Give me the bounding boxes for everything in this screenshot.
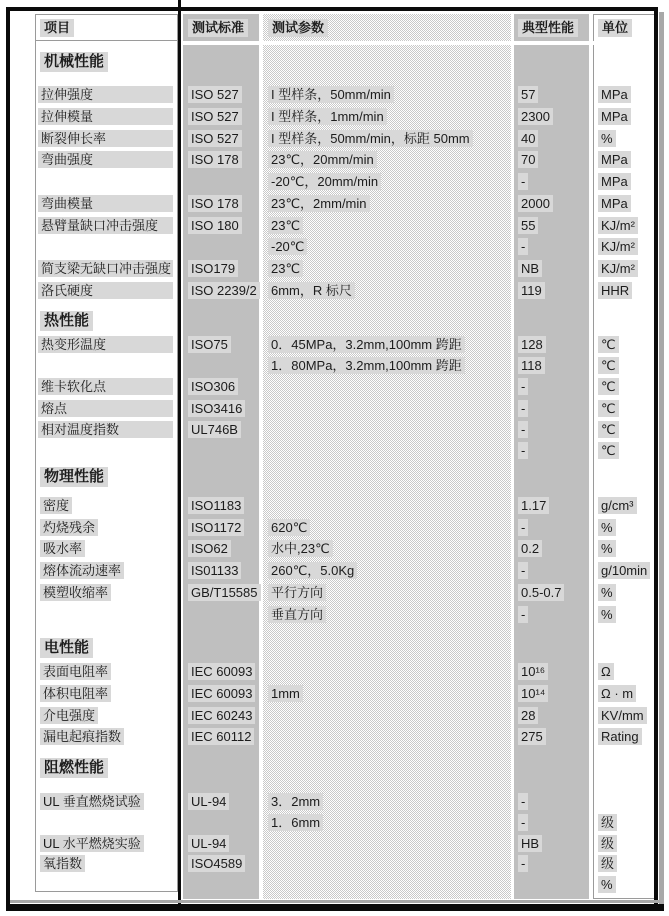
unit-cell: g/cm³ xyxy=(598,497,637,514)
table-row xyxy=(0,584,669,603)
standard-cell: UL-94 xyxy=(188,835,229,852)
value-cell: - xyxy=(518,606,528,623)
standard-cell: ISO 527 xyxy=(188,108,242,125)
standard-cell: IS01133 xyxy=(188,562,241,579)
header-unit: 单位 xyxy=(598,19,632,37)
table-row xyxy=(0,378,669,397)
item-cell: 灼烧残余 xyxy=(40,519,98,536)
item-cell: 相对温度指数 xyxy=(38,421,173,438)
standard-cell: GB/T15585 xyxy=(188,584,261,601)
value-cell: 0.5-0.7 xyxy=(518,584,564,601)
parameter-cell: 23℃，2mm/min xyxy=(268,195,370,212)
standard-cell: IEC 60093 xyxy=(188,685,255,702)
unit-cell: MPa xyxy=(598,86,631,103)
unit-cell: % xyxy=(598,519,616,536)
table-row xyxy=(0,814,669,833)
standard-cell: ISO75 xyxy=(188,336,231,353)
value-cell: - xyxy=(518,442,528,459)
table-row xyxy=(0,282,669,301)
standard-cell: ISO1172 xyxy=(188,519,244,536)
table-row xyxy=(0,793,669,812)
parameter-cell: 620℃ xyxy=(268,519,310,536)
parameter-cell: 23℃ xyxy=(268,217,303,234)
table-row xyxy=(0,86,669,105)
table-row xyxy=(0,519,669,538)
value-cell: - xyxy=(518,793,528,810)
item-cell: UL 垂直燃烧试验 xyxy=(40,793,144,810)
item-cell: 断裂伸长率 xyxy=(38,130,173,147)
unit-cell: KJ/m² xyxy=(598,238,638,255)
table-row xyxy=(0,173,669,192)
unit-cell: MPa xyxy=(598,151,631,168)
table-row xyxy=(0,606,669,625)
section-heading: 机械性能 xyxy=(40,52,108,72)
value-cell: - xyxy=(518,421,528,438)
standard-cell: ISO 178 xyxy=(188,151,242,168)
unit-cell: g/10min xyxy=(598,562,650,579)
unit-cell: ℃ xyxy=(598,336,619,353)
table-row xyxy=(0,728,669,747)
standard-cell: ISO1183 xyxy=(188,497,244,514)
table-row xyxy=(0,357,669,376)
standard-cell: ISO 178 xyxy=(188,195,242,212)
value-cell: 0.2 xyxy=(518,540,542,557)
value-cell: 55 xyxy=(518,217,538,234)
item-cell: 漏电起痕指数 xyxy=(40,728,124,745)
item-cell: 介电强度 xyxy=(40,707,98,724)
page-border-bottom xyxy=(6,904,664,911)
unit-cell: 级 xyxy=(598,814,617,831)
item-cell: 洛氏硬度 xyxy=(38,282,173,299)
item-cell: 氧指数 xyxy=(40,855,85,872)
value-cell: - xyxy=(518,519,528,536)
value-cell: 40 xyxy=(518,130,538,147)
standard-cell: ISO3416 xyxy=(188,400,245,417)
standard-cell: IEC 60243 xyxy=(188,707,255,724)
standard-cell: IEC 60093 xyxy=(188,663,255,680)
section-heading: 电性能 xyxy=(40,638,93,658)
standard-cell: ISO 2239/2 xyxy=(188,282,260,299)
header-item: 项目 xyxy=(40,19,74,37)
unit-cell: 级 xyxy=(598,855,617,872)
item-cell: 模塑收缩率 xyxy=(40,584,111,601)
parameter-cell: 平行方向 xyxy=(268,584,326,601)
section-heading: 热性能 xyxy=(40,311,93,331)
parameter-cell: 1．6mm xyxy=(268,814,323,831)
standard-cell: IEC 60112 xyxy=(188,728,254,745)
item-cell: 密度 xyxy=(40,497,72,514)
item-cell: 简支梁无缺口冲击强度 xyxy=(38,260,173,277)
header-parameter: 测试参数 xyxy=(268,19,328,37)
value-cell: 2000 xyxy=(518,195,553,212)
value-cell: 57 xyxy=(518,86,538,103)
unit-cell: MPa xyxy=(598,195,631,212)
parameter-cell: I 型样条，1mm/min xyxy=(268,108,387,125)
value-cell: - xyxy=(518,400,528,417)
standard-cell: ISO62 xyxy=(188,540,231,557)
unit-cell: ℃ xyxy=(598,378,619,395)
table-row xyxy=(0,663,669,682)
parameter-cell: -20℃，20mm/min xyxy=(268,173,381,190)
value-cell: - xyxy=(518,378,528,395)
value-cell: 70 xyxy=(518,151,538,168)
value-cell: NB xyxy=(518,260,542,277)
unit-cell: % xyxy=(598,876,616,893)
table-row xyxy=(0,217,669,236)
section-heading: 阻燃性能 xyxy=(40,758,108,778)
item-cell: 熔点 xyxy=(38,400,173,417)
standard-cell: UL746B xyxy=(188,421,241,438)
standard-cell: ISO4589 xyxy=(188,855,245,872)
unit-cell: ℃ xyxy=(598,357,619,374)
item-cell: 体积电阻率 xyxy=(40,685,111,702)
value-cell: 275 xyxy=(518,728,546,745)
item-cell: 弯曲强度 xyxy=(38,151,173,168)
value-cell: - xyxy=(518,173,528,190)
value-cell: - xyxy=(518,562,528,579)
parameter-cell: 1．80MPa，3.2mm,100mm 跨距 xyxy=(268,357,465,374)
header-typical: 典型性能 xyxy=(518,19,578,37)
unit-cell: ℃ xyxy=(598,421,619,438)
parameter-cell: 23℃ xyxy=(268,260,303,277)
item-cell: 吸水率 xyxy=(40,540,85,557)
table-row xyxy=(0,835,669,854)
page-border-top xyxy=(6,7,658,11)
parameter-cell: 3．2mm xyxy=(268,793,323,810)
unit-cell: HHR xyxy=(598,282,632,299)
standard-cell: ISO179 xyxy=(188,260,238,277)
table-row xyxy=(0,707,669,726)
header-row-divider xyxy=(183,41,653,45)
item-cell: 弯曲模量 xyxy=(38,195,173,212)
unit-cell: ℃ xyxy=(598,442,619,459)
unit-cell: 级 xyxy=(598,835,617,852)
item-cell: 悬臂量缺口冲击强度 xyxy=(38,217,173,234)
standard-cell: ISO 180 xyxy=(188,217,242,234)
page-shadow-bottom xyxy=(10,900,659,903)
unit-cell: KV/mm xyxy=(598,707,647,724)
table-row xyxy=(0,497,669,516)
table-row xyxy=(0,562,669,581)
unit-cell: MPa xyxy=(598,173,631,190)
table-row xyxy=(0,400,669,419)
table-row xyxy=(0,421,669,440)
unit-cell: % xyxy=(598,584,616,601)
value-cell: 28 xyxy=(518,707,538,724)
item-header-divider xyxy=(35,40,177,41)
parameter-cell: 1mm xyxy=(268,685,303,702)
parameter-cell: 水中,23℃ xyxy=(268,540,333,557)
value-cell: - xyxy=(518,814,528,831)
value-cell: 118 xyxy=(518,357,545,374)
table-row xyxy=(0,108,669,127)
value-cell: 2300 xyxy=(518,108,553,125)
table-row xyxy=(0,151,669,170)
table-row xyxy=(0,876,669,895)
unit-cell: Ω xyxy=(598,663,614,680)
table-row xyxy=(0,685,669,704)
item-cell: 拉伸强度 xyxy=(38,86,173,103)
value-cell: 119 xyxy=(518,282,545,299)
section-heading: 物理性能 xyxy=(40,467,108,487)
table-row xyxy=(0,238,669,257)
value-cell: 1.17 xyxy=(518,497,549,514)
item-cell: 拉伸模量 xyxy=(38,108,173,125)
value-cell: - xyxy=(518,238,528,255)
unit-cell: KJ/m² xyxy=(598,217,638,234)
table-row xyxy=(0,540,669,559)
parameter-cell: 6mm，R 标尺 xyxy=(268,282,355,299)
standard-cell: ISO 527 xyxy=(188,130,242,147)
parameter-cell: 0．45MPa，3.2mm,100mm 跨距 xyxy=(268,336,465,353)
table-row xyxy=(0,442,669,461)
standard-cell: UL-94 xyxy=(188,793,229,810)
header-standard: 测试标准 xyxy=(188,19,248,37)
table-row xyxy=(0,130,669,149)
value-cell: 10¹⁶ xyxy=(518,663,548,680)
table-row xyxy=(0,260,669,279)
parameter-cell: 垂直方向 xyxy=(268,606,326,623)
item-cell: 热变形温度 xyxy=(38,336,173,353)
unit-cell: % xyxy=(598,540,616,557)
unit-cell: KJ/m² xyxy=(598,260,638,277)
table-row xyxy=(0,195,669,214)
parameter-cell: 23℃，20mm/min xyxy=(268,151,377,168)
unit-cell: Ω · m xyxy=(598,685,636,702)
unit-cell: Rating xyxy=(598,728,642,745)
value-cell: HB xyxy=(518,835,542,852)
table-row xyxy=(0,336,669,355)
standard-cell: ISO 527 xyxy=(188,86,242,103)
parameter-cell: 260℃，5.0Kg xyxy=(268,562,357,579)
value-cell: - xyxy=(518,855,528,872)
item-cell: 维卡软化点 xyxy=(38,378,173,395)
parameter-cell: -20℃ xyxy=(268,238,307,255)
unit-cell: % xyxy=(598,606,616,623)
table-row xyxy=(0,855,669,874)
unit-cell: MPa xyxy=(598,108,631,125)
standard-cell: ISO306 xyxy=(188,378,238,395)
item-cell: 表面电阻率 xyxy=(40,663,111,680)
value-cell: 128 xyxy=(518,336,546,353)
item-cell: 熔体流动速率 xyxy=(40,562,124,579)
value-cell: 10¹⁴ xyxy=(518,685,548,702)
item-cell: UL 水平燃烧实验 xyxy=(40,835,144,852)
unit-cell: ℃ xyxy=(598,400,619,417)
parameter-cell: I 型样条，50mm/min，标距 50mm xyxy=(268,130,473,147)
unit-cell: % xyxy=(598,130,616,147)
parameter-cell: I 型样条，50mm/min xyxy=(268,86,394,103)
